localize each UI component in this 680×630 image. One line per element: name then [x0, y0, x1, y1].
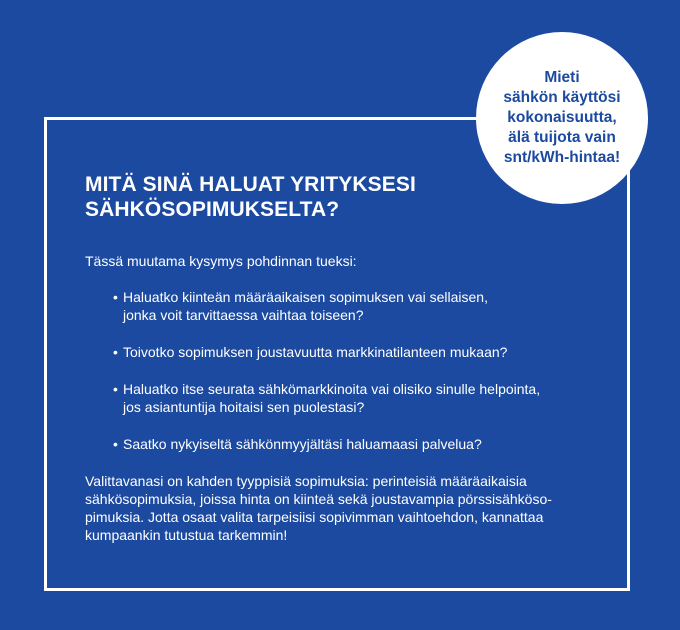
question-item — [113, 380, 605, 416]
question-text — [123, 343, 507, 361]
main-content — [85, 172, 605, 544]
question-line: Haluatko itse seurata sähkömarkkinoita vai olisiko sinulle helpointa, — [123, 381, 541, 397]
closing-line: sähkösopimuksia, joissa hinta on kiinteä sekä joustavampia pörssisähköso- — [85, 491, 552, 507]
closing-line: Valittavanasi on kahden tyyppisiä sopimuksia: perinteisiä määräaikaisia — [85, 473, 527, 489]
callout-line: Mieti — [544, 69, 580, 86]
closing-paragraph — [85, 472, 605, 544]
bullet-icon: • — [113, 436, 118, 452]
question-line: jos asiantuntija hoitaisi sen puolestasi? — [123, 399, 365, 415]
intro-text: Tässä muutama kysymys pohdinnan tueksi: — [85, 253, 357, 269]
callout-line: älä tuijota vain — [508, 129, 616, 146]
closing-line: pimuksia. Jotta osaat valita tarpeisiisi sopivimman vaihtoehdon, kannattaa — [85, 509, 544, 525]
bullet-icon: • — [113, 289, 118, 305]
question-line: jonka voit tarvittaessa vaihtaa toiseen? — [123, 307, 364, 323]
question-text — [123, 435, 482, 453]
question-item — [113, 288, 605, 324]
question-line: Saatko nykyiseltä sähkönmyyjältäsi haluamaasi palvelua? — [123, 436, 482, 452]
closing-line: kumpaankin tutustua tarkemmin! — [85, 527, 288, 543]
question-item — [113, 343, 605, 361]
page-title-line: SÄHKÖSOPIMUKSELTA? — [85, 198, 340, 221]
question-text — [123, 288, 488, 324]
question-text — [123, 380, 540, 416]
page-title-line: MITÄ SINÄ HALUAT YRITYKSESI — [85, 173, 416, 196]
question-line: Haluatko kiinteän määräaikaisen sopimuksen vai sellaisen, — [123, 289, 488, 305]
callout-line: sähkön käyttösi — [503, 89, 621, 106]
callout-text — [503, 68, 620, 168]
bullet-icon: • — [113, 344, 118, 360]
bullet-icon: • — [113, 381, 118, 397]
question-line: Toivotko sopimuksen joustavuutta markkinatilanteen mukaan? — [123, 344, 508, 360]
callout-line: kokonaisuutta, — [507, 109, 617, 126]
question-list — [85, 288, 605, 453]
question-item — [113, 435, 605, 453]
page-title — [85, 172, 605, 222]
callout-line: snt/kWh-hintaa! — [503, 149, 621, 166]
